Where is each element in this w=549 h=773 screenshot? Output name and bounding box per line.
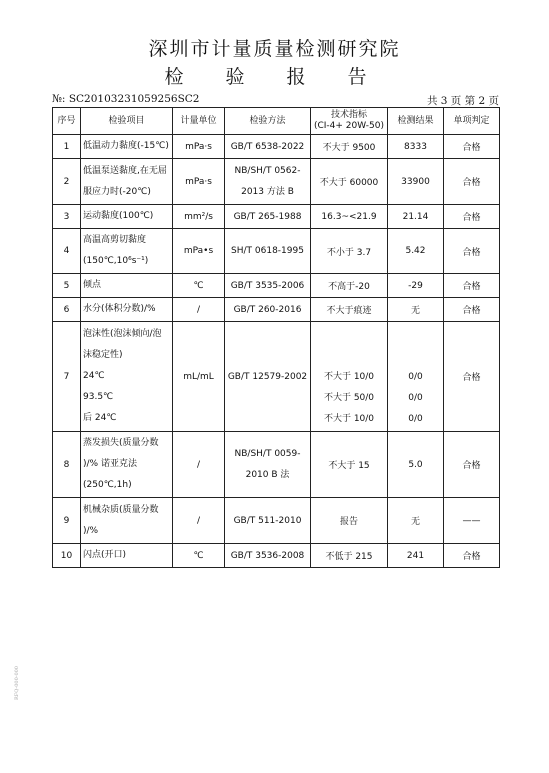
cell-result: 5.0: [388, 432, 444, 498]
cell-method: GB/T 3536-2008: [225, 544, 311, 568]
table-row: [53, 159, 500, 205]
header-item: 检验项目: [81, 108, 173, 135]
cell-item: 低温动力黏度(-15℃): [81, 135, 173, 159]
cell-method: GB/T 265-1988: [225, 205, 311, 229]
cell-item: 倾点: [81, 274, 173, 298]
cell-seq: 10: [53, 544, 81, 568]
cell-seq: 3: [53, 205, 81, 229]
header-result: 检测结果: [388, 108, 444, 135]
cell-judge: 合格: [444, 205, 500, 229]
cell-seq: 4: [53, 229, 81, 274]
cell-unit: mPa·s: [173, 135, 225, 159]
header-seq: 序号: [53, 108, 81, 135]
table-header-row: [53, 108, 500, 135]
cell-seq: 6: [53, 298, 81, 322]
table-row: [53, 322, 500, 432]
cell-result: 无: [388, 498, 444, 544]
cell-result: 5.42: [388, 229, 444, 274]
cell-result: 33900: [388, 159, 444, 205]
org-title: 深圳市计量质量检测研究院: [148, 38, 401, 60]
cell-unit: mPa·s: [173, 159, 225, 205]
cell-method: GB/T 3535-2006: [225, 274, 311, 298]
cell-spec: 不大于痕迹: [311, 298, 388, 322]
cell-spec: 不低于 215: [311, 544, 388, 568]
cell-result: 无: [388, 298, 444, 322]
cell-seq: 1: [53, 135, 81, 159]
cell-method: NB/SH/T 0562- 2013 方法 B: [225, 159, 311, 205]
cell-unit: ℃: [173, 544, 225, 568]
cell-item: 水分(体积分数)/%: [81, 298, 173, 322]
cell-item: 低温泵送黏度,在无屈 服应力时(-20℃): [81, 159, 173, 205]
table-row: [53, 544, 500, 568]
table-row: [53, 274, 500, 298]
cell-unit: mL/mL: [173, 322, 225, 432]
cell-unit: /: [173, 432, 225, 498]
cell-seq: 8: [53, 432, 81, 498]
cell-method: GB/T 12579-2002: [225, 322, 311, 432]
report-title: 检 验 报 告: [164, 66, 385, 88]
cell-spec: 不大于 10/0 不大于 50/0 不大于 10/0: [311, 322, 388, 432]
cell-unit: /: [173, 298, 225, 322]
cell-judge: ——: [444, 498, 500, 544]
cell-method: SH/T 0618-1995: [225, 229, 311, 274]
cell-judge: 合格: [444, 159, 500, 205]
cell-item: 运动黏度(100℃): [81, 205, 173, 229]
cell-item: 蒸发损失(质量分数 )/% 诺亚克法 (250℃,1h): [81, 432, 173, 498]
side-margin-code: RFQ-000-000: [14, 666, 20, 700]
cell-result: 8333: [388, 135, 444, 159]
cell-result: -29: [388, 274, 444, 298]
cell-judge: 合格: [444, 135, 500, 159]
table-row: [53, 205, 500, 229]
cell-item: 闪点(开口): [81, 544, 173, 568]
header-method: 检验方法: [225, 108, 311, 135]
cell-judge: 合格: [444, 432, 500, 498]
cell-spec: 报告: [311, 498, 388, 544]
cell-spec: 16.3~<21.9: [311, 205, 388, 229]
header-spec: 技术指标 (CI-4+ 20W-50): [311, 108, 388, 135]
cell-seq: 2: [53, 159, 81, 205]
cell-method: GB/T 260-2016: [225, 298, 311, 322]
page-info: 共 3 页 第 2 页: [426, 95, 499, 107]
cell-unit: mPa•s: [173, 229, 225, 274]
cell-spec: 不高于-20: [311, 274, 388, 298]
cell-seq: 9: [53, 498, 81, 544]
cell-method: GB/T 6538-2022: [225, 135, 311, 159]
cell-spec: 不大于 15: [311, 432, 388, 498]
cell-item: 泡沫性(泡沫倾向/泡 沫稳定性) 24℃ 93.5℃ 后 24℃: [81, 322, 173, 432]
cell-judge: 合格: [444, 322, 500, 432]
table-row: [53, 432, 500, 498]
cell-result: 241: [388, 544, 444, 568]
table-row: [53, 229, 500, 274]
cell-seq: 5: [53, 274, 81, 298]
cell-method: GB/T 511-2010: [225, 498, 311, 544]
table-row: [53, 498, 500, 544]
header-judge: 单项判定: [444, 108, 500, 135]
cell-judge: 合格: [444, 544, 500, 568]
cell-unit: /: [173, 498, 225, 544]
report-number: №: SC20103231059256SC2: [52, 93, 200, 105]
cell-result: 0/0 0/0 0/0: [388, 322, 444, 432]
cell-seq: 7: [53, 322, 81, 432]
cell-judge: 合格: [444, 298, 500, 322]
cell-item: 高温高剪切黏度 (150℃,10⁶s⁻¹): [81, 229, 173, 274]
results-table: [52, 107, 500, 568]
cell-result: 21.14: [388, 205, 444, 229]
cell-unit: mm²/s: [173, 205, 225, 229]
cell-judge: 合格: [444, 229, 500, 274]
cell-spec: 不大于 9500: [311, 135, 388, 159]
table-row: [53, 298, 500, 322]
table-row: [53, 135, 500, 159]
cell-method: NB/SH/T 0059- 2010 B 法: [225, 432, 311, 498]
cell-spec: 不大于 60000: [311, 159, 388, 205]
header-unit: 计量单位: [173, 108, 225, 135]
cell-spec: 不小于 3.7: [311, 229, 388, 274]
cell-unit: ℃: [173, 274, 225, 298]
cell-judge: 合格: [444, 274, 500, 298]
cell-item: 机械杂质(质量分数 )/%: [81, 498, 173, 544]
